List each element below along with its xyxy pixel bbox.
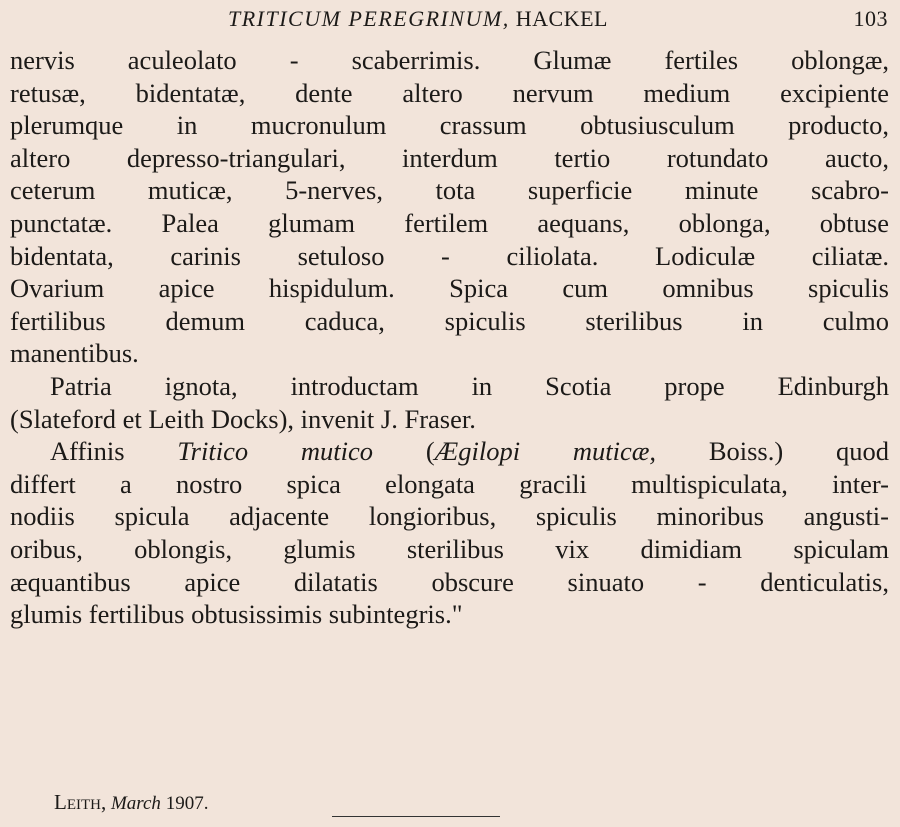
text-segment: differt a nostro spica elongata gracili multispiculata, inter-: [10, 468, 889, 499]
text-line: [10, 435, 889, 468]
text-line: [10, 500, 889, 533]
text-line: [10, 240, 889, 273]
footer-month: March: [110, 793, 161, 814]
text-segment: æquantibus apice dilatatis obscure sinuato - denticulatis,: [10, 566, 889, 597]
text-segment: (: [373, 436, 435, 467]
text-segment: altero depresso-triangulari, interdum tertio rotundato aucto,: [10, 142, 889, 173]
footer-place: Leith,: [54, 790, 107, 814]
text-line: [10, 272, 889, 305]
end-rule: [332, 816, 500, 817]
text-segment: Ovarium apice hispidulum. Spica cum omnibus spiculis: [10, 273, 889, 304]
text-line: [10, 598, 889, 631]
text-segment: punctatæ. Palea glumam fertilem aequans, oblonga, obtuse: [10, 207, 889, 238]
text-line: [10, 207, 889, 240]
text-line: [10, 337, 889, 370]
text-segment: nodiis spicula adjacente longioribus, spiculis minoribus angusti-: [10, 501, 889, 532]
text-segment: plerumque in mucronulum crassum obtusiusculum producto,: [10, 110, 889, 141]
text-segment: retusæ, bidentatæ, dente altero nervum medium excipiente: [10, 77, 889, 108]
text-line: [10, 44, 889, 77]
text-line: [10, 174, 889, 207]
signature-line: [54, 790, 208, 815]
text-segment: oribus, oblongis, glumis sterilibus vix dimidiam spiculam: [10, 533, 889, 564]
text-line: [10, 77, 889, 110]
text-segment: bidentata, carinis setuloso - ciliolata. Lodiculæ ciliatæ.: [10, 240, 889, 271]
text-line: [10, 533, 889, 566]
text-segment: Affinis: [50, 436, 178, 467]
text-line: [10, 142, 889, 175]
text-segment: glumis fertilibus obtusissimis subintegris.": [10, 599, 463, 630]
text-line: [10, 403, 889, 436]
running-header: [228, 2, 888, 36]
running-title-author: HACKEL: [509, 6, 608, 31]
text-segment: fertilibus demum caduca, spiculis sterilibus in culmo: [10, 305, 889, 336]
page-number: 103: [853, 6, 888, 31]
italic-text: Ægilopi muticæ,: [434, 436, 657, 467]
text-line: [10, 468, 889, 501]
text-line: [10, 370, 889, 403]
text-segment: manentibus.: [10, 338, 139, 369]
text-line: [10, 566, 889, 599]
body-text: [10, 44, 889, 631]
text-segment: ceterum muticæ, 5-nerves, tota superficie minute scabro-: [10, 175, 889, 206]
text-segment: (Slateford et Leith Docks), invenit J. Fraser.: [10, 403, 476, 434]
text-line: [10, 109, 889, 142]
running-title: [228, 6, 608, 32]
text-line: [10, 305, 889, 338]
text-segment: nervis aculeolato - scaberrimis. Glumæ fertiles oblongæ,: [10, 45, 889, 75]
text-segment: Boiss.) quod: [656, 436, 889, 467]
text-segment: Patria ignota, introductam in Scotia prope Edinburgh: [50, 370, 889, 401]
italic-text: Tritico mutico: [177, 436, 374, 467]
running-title-species: TRITICUM PEREGRINUM,: [228, 6, 510, 31]
footer-year: 1907.: [160, 793, 209, 814]
